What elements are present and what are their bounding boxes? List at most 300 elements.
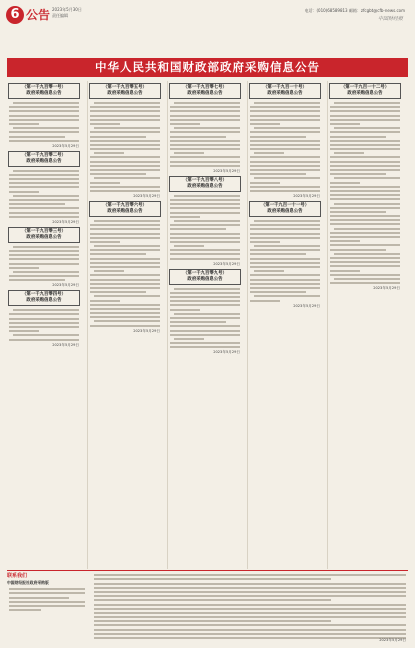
notice-columns [7, 81, 408, 569]
notice-number: （第一千九百零五号） [103, 85, 147, 90]
body-text-line [250, 190, 320, 192]
notice-heading [329, 83, 401, 99]
body-text-line [94, 245, 160, 247]
body-text-line [250, 169, 320, 171]
body-text-line [170, 228, 226, 230]
contact-heading: 联系我们 [7, 573, 28, 579]
body-text-line [330, 186, 400, 188]
body-text-line [254, 245, 320, 247]
body-text-line [170, 110, 240, 112]
body-text-line [90, 258, 160, 260]
body-text-line [9, 330, 39, 332]
body-text-line [174, 127, 240, 129]
title-banner [7, 58, 408, 77]
notice-heading [249, 83, 321, 99]
body-text-line [9, 254, 79, 256]
body-text-line [330, 261, 400, 263]
body-text-line [254, 127, 320, 129]
body-text-line [330, 119, 400, 121]
body-text-line [94, 637, 406, 639]
body-text-line [170, 292, 240, 294]
body-text-line [330, 249, 386, 251]
notice-date: 2023年5月29日 [52, 283, 79, 288]
notice-title: 政府采购信息公告 [26, 158, 62, 164]
body-text-line [94, 127, 160, 129]
body-text-line [9, 182, 79, 184]
body-text-line [94, 295, 160, 297]
body-text-line [90, 190, 160, 192]
body-text-line [9, 136, 65, 138]
body-text-line [94, 320, 160, 322]
body-text-line [94, 152, 124, 154]
body-text-line [330, 165, 400, 167]
body-text-line [170, 342, 240, 344]
body-text-line [94, 616, 406, 618]
notice-heading [8, 290, 80, 306]
body-text-line [250, 262, 320, 264]
body-text-line [170, 212, 240, 214]
body-text-line [330, 219, 400, 221]
body-text-line [90, 173, 146, 175]
bottom-date: 2023年5月29日 [379, 638, 406, 642]
notice-date: 2023年5月29日 [52, 342, 79, 347]
body-text-line [170, 334, 240, 336]
body-text-line [250, 131, 320, 133]
body-text-line [94, 629, 406, 631]
page-title: 中华人民共和国财政部政府采购信息公告 [95, 60, 320, 74]
body-text-line [94, 595, 406, 597]
body-text-line [90, 249, 160, 251]
body-text-line [170, 106, 240, 108]
body-text-line [90, 110, 160, 112]
body-text-line [170, 325, 240, 327]
body-text-line [254, 177, 320, 179]
notice-title: 政府采购信息公告 [107, 208, 143, 214]
body-text-line [9, 339, 79, 341]
body-text-line [170, 216, 200, 218]
body-text-line [9, 207, 79, 209]
body-text-line [90, 161, 160, 163]
body-text-line [250, 119, 320, 121]
notice-title: 政府采购信息公告 [26, 234, 62, 240]
notice-title: 政府采购信息公告 [107, 91, 143, 96]
body-text-line [9, 115, 79, 117]
body-text-line [330, 244, 400, 246]
notice-date: 2023年5月29日 [133, 193, 160, 198]
body-text-line [250, 182, 280, 184]
body-text-line [9, 119, 79, 121]
notice-heading [8, 151, 80, 167]
body-text-line [250, 300, 280, 302]
body-text-line [9, 199, 79, 201]
body-text-line [13, 246, 79, 248]
body-text-line [250, 274, 320, 276]
body-text-line [9, 186, 79, 188]
notice-title: 政府采购信息公告 [187, 91, 223, 96]
notice-date: 2023年5月29日 [52, 143, 79, 148]
body-text-line [170, 136, 226, 138]
body-text-line [250, 123, 280, 125]
body-text-line [254, 295, 320, 297]
body-text-line [330, 240, 360, 242]
body-text-line [9, 110, 79, 112]
body-text-line [170, 237, 240, 239]
column-4 [247, 81, 322, 569]
body-text-line [170, 321, 226, 323]
notice-title: 政府采购信息公告 [187, 183, 223, 189]
body-text-line [250, 249, 320, 251]
body-text-line [250, 156, 320, 158]
body-text-line [94, 620, 331, 622]
body-text-line [90, 283, 160, 285]
body-text-line [90, 312, 160, 314]
notice-heading [169, 176, 241, 192]
body-text-line [254, 102, 320, 104]
body-text-line [174, 288, 240, 290]
body-text-line [250, 136, 306, 138]
edition-date: 2023年5月30日 [52, 7, 82, 12]
body-text-line [94, 608, 406, 610]
body-text-line [330, 131, 400, 133]
body-text-line [13, 271, 79, 273]
notice-number: （第一千九百零二号） [22, 152, 66, 158]
body-text-line [9, 318, 79, 320]
notice-title: 政府采购信息公告 [347, 91, 383, 96]
body-text-line [90, 233, 160, 235]
body-text-line [330, 173, 386, 175]
body-text-line [94, 633, 406, 635]
body-text-line [330, 106, 400, 108]
body-text-line [174, 102, 240, 104]
body-text-line [330, 169, 400, 171]
body-text-line [13, 170, 79, 172]
body-text-line [330, 207, 400, 209]
body-text-line [90, 253, 146, 255]
body-text-line [330, 182, 360, 184]
body-text-line [174, 152, 204, 154]
body-text-line [250, 224, 320, 226]
notice-number: （第一千九百一十一号） [260, 202, 310, 208]
body-text-line [250, 287, 320, 289]
body-text-line [90, 136, 146, 138]
body-text-line [170, 161, 240, 163]
body-text-line [90, 300, 120, 302]
body-text-line [330, 115, 400, 117]
body-text-line [90, 241, 120, 243]
body-text-line [250, 253, 306, 255]
newspaper-logo: 中国财经报 [377, 16, 403, 22]
column-1 [7, 81, 81, 569]
notice-number: （第一千九百零六号） [103, 202, 147, 208]
body-text-line [94, 583, 406, 585]
notice-heading [89, 201, 161, 217]
body-text-line [13, 102, 79, 104]
body-text-line [94, 604, 406, 606]
body-text-line [170, 258, 240, 260]
body-text-line [250, 148, 320, 150]
body-text-line [9, 203, 65, 205]
body-text-line [94, 599, 331, 601]
notice-number: （第一千九百零三号） [22, 228, 66, 234]
body-text-line [170, 241, 240, 243]
body-text-line [9, 174, 79, 176]
body-text-line [13, 195, 79, 197]
body-text-line [90, 148, 160, 150]
notice-heading [169, 269, 241, 285]
body-text-line [334, 203, 400, 205]
body-text-line [94, 102, 160, 104]
notice-date: 2023年5月29日 [213, 350, 240, 355]
body-text-line [9, 216, 79, 218]
body-text-line [170, 253, 240, 255]
body-text-line [250, 258, 320, 260]
body-text-line [170, 140, 240, 142]
body-text-line [250, 106, 320, 108]
body-text-line [170, 309, 200, 311]
body-text-line [170, 304, 240, 306]
body-text-line [90, 274, 160, 276]
body-text-line [170, 207, 240, 209]
body-text-line [250, 291, 306, 293]
contact-subheading: 中国财经报社政府采购版 [7, 580, 49, 585]
body-text-line [13, 334, 79, 336]
body-text-line [94, 591, 406, 593]
body-text-line [330, 215, 400, 217]
notice-title: 政府采购信息公告 [26, 298, 62, 304]
body-text-line [170, 203, 240, 205]
body-text-line [94, 574, 406, 576]
notice-date: 2023年5月29日 [293, 193, 320, 198]
body-text-line [170, 119, 240, 121]
body-text-line [9, 250, 79, 252]
body-text-line [90, 316, 160, 318]
notice-number: （第一千九百零九号） [183, 270, 227, 276]
body-text-line [90, 156, 160, 158]
body-text-line [90, 304, 160, 306]
body-text-line [13, 127, 79, 129]
column-3 [167, 81, 242, 569]
body-text-line [174, 245, 204, 247]
body-text-line [254, 152, 284, 154]
contact-block [7, 572, 87, 646]
body-text-line [170, 249, 240, 251]
notice-heading [89, 83, 161, 99]
body-text-line [334, 152, 364, 154]
notice-number: （第一千九百零八号） [183, 177, 227, 183]
body-text-line [90, 228, 160, 230]
notice-title: 政府采购信息公告 [267, 208, 303, 214]
body-text-line [90, 186, 160, 188]
body-text-line [9, 279, 65, 281]
body-text-line [90, 144, 160, 146]
body-text-line [250, 233, 320, 235]
notice-date: 2023年5月29日 [213, 261, 240, 266]
body-text-line [330, 190, 400, 192]
column-5 [327, 81, 402, 569]
body-text-line [250, 283, 320, 285]
body-text-line [170, 115, 240, 117]
body-text-line [9, 123, 39, 125]
notice-title: 政府采购信息公告 [187, 276, 223, 282]
bottom-notices [92, 572, 408, 646]
notice-number: （第一千九百一十号） [263, 85, 307, 90]
notice-number: （第一千九百一十二号） [340, 85, 390, 90]
body-text-line [170, 296, 240, 298]
body-text-line [9, 275, 79, 277]
body-text-line [170, 148, 240, 150]
notice-number: （第一千九百零一号） [22, 85, 66, 90]
notice-heading [8, 83, 80, 99]
body-text-line [330, 236, 400, 238]
body-text-line [90, 131, 160, 133]
body-text-line [9, 212, 79, 214]
body-text-line [94, 612, 406, 614]
body-text-line [90, 169, 160, 171]
body-text-line [90, 279, 160, 281]
body-text-line [13, 309, 79, 311]
body-text-line [9, 322, 79, 324]
notice-date: 2023年5月29日 [293, 303, 320, 308]
body-text-line [174, 195, 240, 197]
body-text-line [170, 300, 240, 302]
body-text-line [9, 326, 79, 328]
notice-title: 政府采购信息公告 [267, 91, 303, 96]
editor-label: 责任编辑 [52, 13, 68, 18]
column-2 [87, 81, 162, 569]
body-text-line [170, 131, 240, 133]
body-text-line [94, 270, 124, 272]
notice-number: （第一千九百零四号） [22, 292, 66, 298]
body-text-line [250, 165, 320, 167]
notice-heading [8, 227, 80, 243]
body-text-line [9, 191, 39, 193]
body-text-line [90, 123, 120, 125]
body-text-line [250, 144, 320, 146]
body-text-line [330, 140, 400, 142]
body-text-line [9, 140, 79, 142]
body-text-line [330, 211, 386, 213]
body-text-line [250, 173, 306, 175]
notice-heading [169, 83, 241, 99]
body-text-line [174, 313, 240, 315]
body-text-line [90, 325, 160, 327]
body-text-line [330, 257, 400, 259]
body-text-line [170, 346, 240, 348]
body-text-line [330, 161, 400, 163]
body-text-line [90, 106, 160, 108]
body-text-line [250, 115, 320, 117]
body-text-line [90, 308, 160, 310]
body-text-line [330, 144, 400, 146]
section-name: 公告 [26, 8, 51, 22]
body-text-line [90, 165, 160, 167]
body-text-line [330, 198, 400, 200]
body-text-line [250, 140, 320, 142]
contact-email: 邮箱：zfcgbt@cfb-news.com [348, 8, 405, 13]
body-text-line [90, 224, 160, 226]
body-text-line [334, 177, 400, 179]
body-text-line [250, 266, 320, 268]
bottom-divider [7, 570, 408, 571]
body-text-line [90, 119, 160, 121]
body-text-line [90, 287, 160, 289]
body-text-line [9, 313, 79, 315]
body-text-line [330, 110, 400, 112]
body-text-line [94, 220, 160, 222]
body-text-line [94, 578, 331, 580]
body-text-line [330, 270, 360, 272]
notice-date: 2023年5月29日 [213, 168, 240, 173]
notice-title: 政府采购信息公告 [26, 91, 62, 96]
contact-phone: 电话：(010)68589813 [304, 8, 348, 13]
body-text-line [334, 278, 400, 280]
body-text-line [330, 282, 400, 284]
body-text-line [330, 232, 400, 234]
body-text-line [330, 274, 400, 276]
body-text-line [330, 156, 400, 158]
notice-date: 2023年5月29日 [373, 286, 400, 291]
notice-date: 2023年5月29日 [52, 219, 79, 224]
body-text-line [90, 291, 146, 293]
body-text-line [170, 224, 240, 226]
body-text-line [330, 123, 360, 125]
body-text-line [170, 123, 200, 125]
body-text-line [334, 127, 400, 129]
body-text-line [170, 165, 240, 167]
body-text-line [90, 262, 160, 264]
body-text-line [250, 237, 320, 239]
body-text-line [250, 241, 280, 243]
body-text-line [250, 161, 320, 163]
body-text-line [94, 587, 406, 589]
body-text-line [334, 253, 400, 255]
body-text-line [250, 228, 320, 230]
body-text-line [170, 199, 240, 201]
body-text-line [330, 265, 400, 267]
body-text-line [170, 317, 240, 319]
body-text-line [90, 237, 160, 239]
body-text-line [330, 136, 386, 138]
body-text-line [174, 220, 240, 222]
body-text-line [9, 267, 39, 269]
body-text-line [330, 223, 400, 225]
body-text-line [254, 270, 284, 272]
body-text-line [90, 182, 120, 184]
body-text-line [94, 624, 406, 626]
body-text-line [170, 330, 240, 332]
body-text-line [170, 156, 240, 158]
notice-heading [249, 201, 321, 217]
body-text-line [9, 131, 79, 133]
body-text-line [250, 279, 320, 281]
body-text-line [254, 220, 320, 222]
body-text-line [170, 144, 240, 146]
body-text-line [9, 106, 79, 108]
body-text-line [9, 178, 79, 180]
body-text-line [90, 266, 160, 268]
body-text-line [334, 228, 400, 230]
notice-number: （第一千九百零七号） [183, 85, 227, 90]
notice-date: 2023年5月29日 [133, 328, 160, 333]
body-text-line [94, 177, 160, 179]
body-text-line [90, 115, 160, 117]
body-text-line [170, 233, 240, 235]
page-number-badge: 6 [6, 6, 24, 24]
body-text-line [9, 258, 79, 260]
body-text-line [90, 140, 160, 142]
contact-line [304, 8, 405, 14]
body-text-line [330, 194, 400, 196]
